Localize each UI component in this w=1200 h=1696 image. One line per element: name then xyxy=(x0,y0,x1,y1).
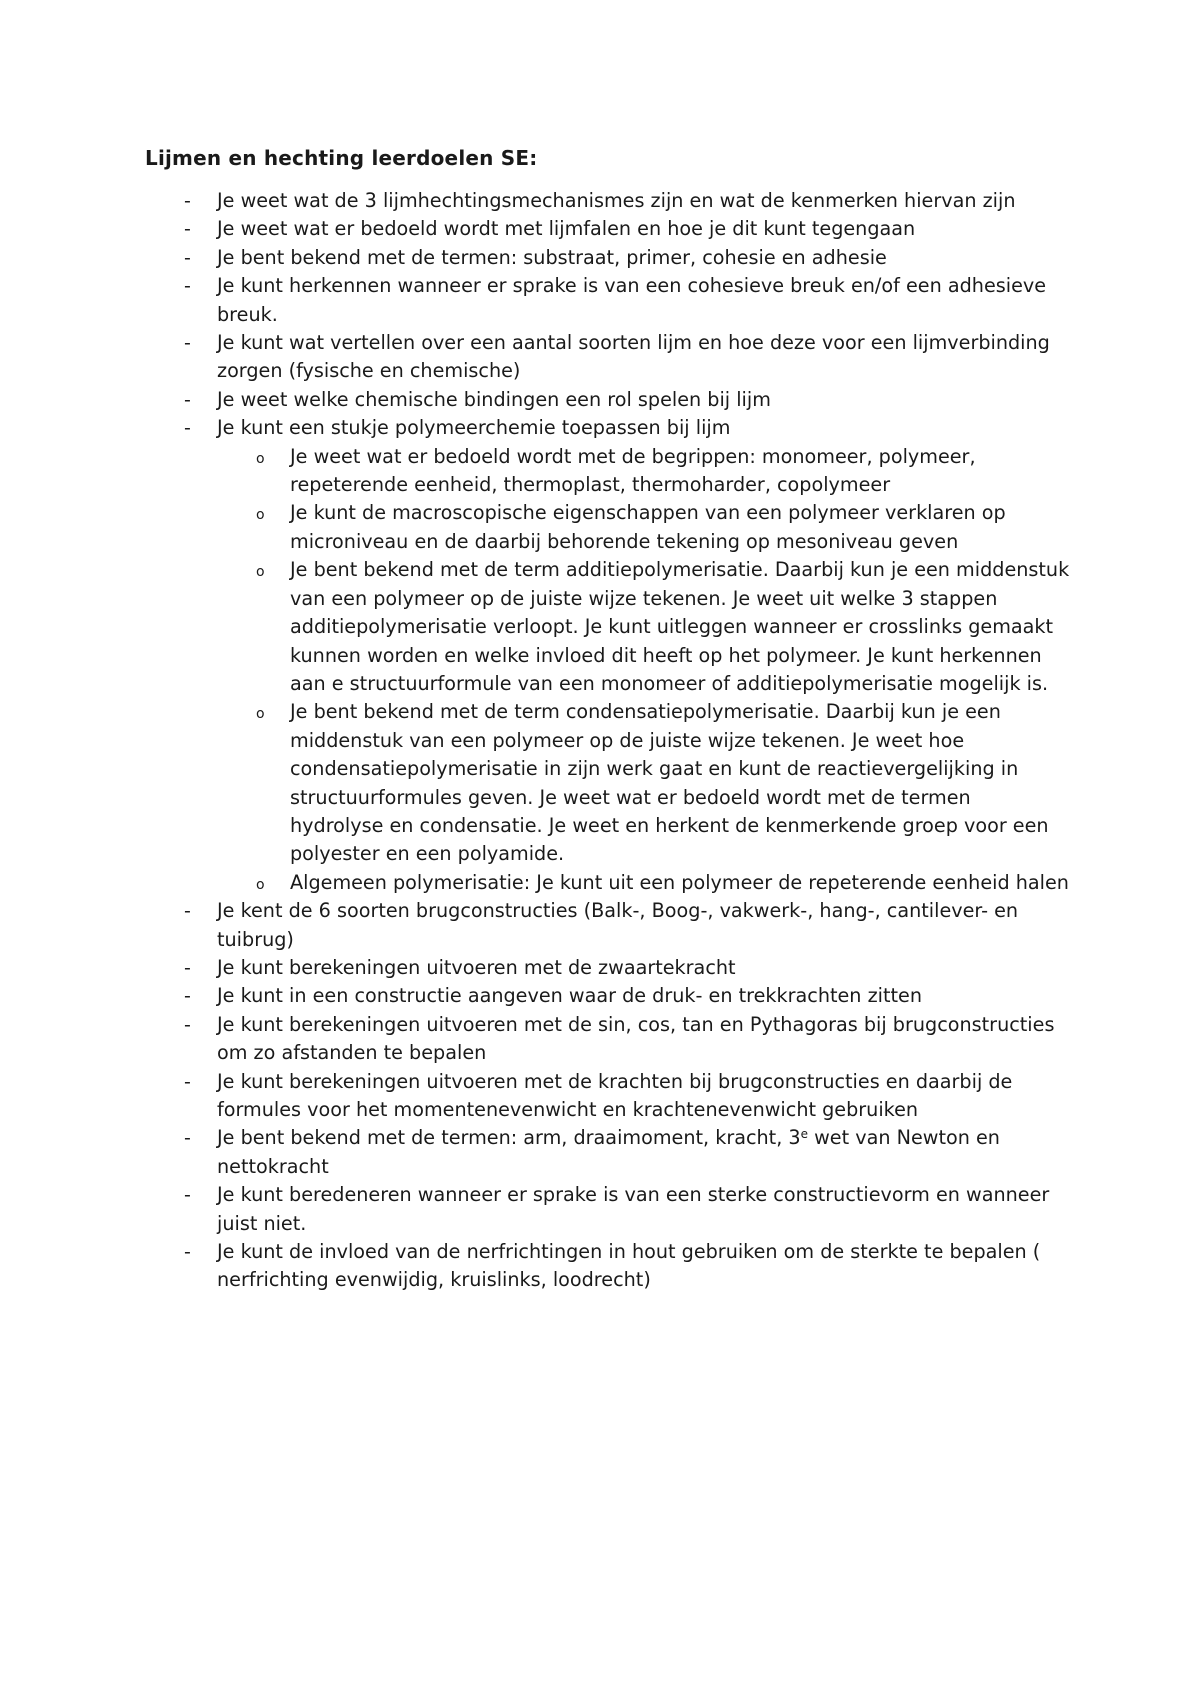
page-title: Lijmen en hechting leerdoelen SE: xyxy=(145,146,538,170)
circle-bullet: o xyxy=(256,507,265,524)
list-item-text: Je kent de 6 soorten brugconstructies (Balk-, Boog-, vakwerk-, hang-, cantilever- en tuibrug) xyxy=(217,899,1019,951)
list-item-text xyxy=(217,1124,1067,1181)
list-item-text-part: Je bent bekend met de termen: arm, draaimoment, kracht, 3 xyxy=(217,1126,801,1150)
sub-item-1 xyxy=(0,443,1070,500)
list-item-text: Je weet wat de 3 lijmhechtingsmechanismes zijn en wat de kenmerken hiervan zijn xyxy=(217,189,1016,212)
list-item-1 xyxy=(0,187,1067,215)
list-item-12 xyxy=(0,1068,1067,1125)
list-item-text: Je kunt berekeningen uitvoeren met de sin, cos, tan en Pythagoras bij brugconstructies om zo afstanden te bepalen xyxy=(217,1012,1055,1065)
list-item-7 xyxy=(0,414,1070,897)
list-item-14 xyxy=(0,1181,1067,1238)
list-item-6 xyxy=(0,386,1067,414)
list-item-text-part: wet van Newton en nettokracht xyxy=(217,1126,1000,1178)
sub-item-text: Je weet wat er bedoeld wordt met de begrippen: monomeer, polymeer, repeterende eenheid, thermoplast, thermoharder, copolymeer xyxy=(290,444,976,497)
list-item-text: Je kunt berekeningen uitvoeren met de krachten bij brugconstructies en daarbij de formules voor het momentenevenwicht en krachtenevenwicht gebruiken xyxy=(217,1069,1013,1121)
list-item-text: Je weet wat er bedoeld wordt met lijmfalen en hoe je dit kunt tegengaan xyxy=(217,217,916,241)
list-item-8 xyxy=(0,897,1067,954)
list-item-text: Je kunt de invloed van de nerfrichtingen in hout gebruiken om de sterkte te bepalen ( nerfrichting evenwijdig, kruislinks, loodrecht) xyxy=(217,1240,1041,1292)
list-item-4 xyxy=(0,272,1067,329)
sub-item-text: Je kunt de macroscopische eigenschappen van een polymeer verklaren op microniveau en de daarbij behorende tekening op mesoniveau geven xyxy=(290,501,1006,553)
sub-item-2 xyxy=(0,499,1070,556)
list-item-3 xyxy=(0,244,1067,272)
sub-item-text: Je bent bekend met de term condensatiepolymerisatie. Daarbij kun je een middenstuk van een polymeer op de juiste wijze tekenen. Je weet hoe condensatiepolymerisatie in zijn werk gaat en kunt de reactievergelijking in structuurformules geven. Je weet wat er bedoeld wordt met de termen hydrolyse en condensatie. Je weet en herkent de kenmerkende groep voor een polyester en een polyamide. xyxy=(290,700,1049,866)
ordinal-superscript: e xyxy=(800,1127,808,1142)
dash-bullet: - xyxy=(184,1127,191,1150)
circle-bullet: o xyxy=(256,876,265,893)
list-item-11 xyxy=(0,1011,1067,1068)
dash-bullet: - xyxy=(184,417,191,440)
dash-bullet: - xyxy=(184,388,191,411)
dash-bullet: - xyxy=(184,1241,191,1264)
list-item-15 xyxy=(0,1238,1067,1295)
dash-bullet: - xyxy=(184,246,191,269)
circle-bullet: o xyxy=(256,706,265,723)
dash-bullet: - xyxy=(184,900,191,923)
list-item-text: Je weet welke chemische bindingen een rol spelen bij lijm xyxy=(217,387,771,411)
dash-bullet: - xyxy=(184,332,191,355)
sub-item-4 xyxy=(0,698,1070,868)
sub-item-3 xyxy=(0,556,1070,698)
list-item-text: Je kunt beredeneren wanneer er sprake is van een sterke constructievorm en wanneer juist niet. xyxy=(217,1183,1050,1235)
circle-bullet: o xyxy=(256,564,265,581)
sub-item-text: Algemeen polymerisatie: Je kunt uit een polymeer de repeterende eenheid halen xyxy=(290,870,1069,894)
list-item-9 xyxy=(0,954,1067,982)
list-item-10 xyxy=(0,982,1067,1010)
list-item-5 xyxy=(0,329,1067,386)
list-item-text: Je kunt herkennen wanneer er sprake is van een cohesieve breuk en/of een adhesieve breuk. xyxy=(217,274,1047,326)
polymer-chemistry-sublist xyxy=(217,443,1070,898)
dash-bullet: - xyxy=(184,190,191,212)
dash-bullet: - xyxy=(184,218,191,241)
list-item-text: Je bent bekend met de termen: substraat, primer, cohesie en adhesie xyxy=(217,245,887,269)
list-item-text: Je kunt berekeningen uitvoeren met de zwaartekracht xyxy=(217,955,736,979)
dash-bullet: - xyxy=(184,1070,191,1093)
circle-bullet: o xyxy=(256,450,265,467)
list-item-2 xyxy=(0,215,1067,243)
dash-bullet: - xyxy=(184,275,191,298)
list-item-text: Je kunt wat vertellen over een aantal soorten lijm en hoe deze voor een lijmverbinding zorgen (fysische en chemische) xyxy=(217,331,1050,383)
sub-item-5 xyxy=(0,869,1070,897)
dash-bullet: - xyxy=(184,985,191,1008)
sub-item-text: Je bent bekend met de term additiepolymerisatie. Daarbij kun je een middenstuk van een polymeer op de juiste wijze tekenen. Je weet uit welke 3 stappen additiepolymerisatie verloopt. Je kunt uitleggen wanneer er crosslinks gemaakt kunnen worden en welke invloed dit heeft op het polymeer. Je kunt herkennen aan e structuurformule van een monomeer of additiepolymerisatie mogelijk is. xyxy=(290,558,1070,695)
learning-goals-list xyxy=(0,187,1200,1295)
dash-bullet: - xyxy=(184,1013,191,1036)
dash-bullet: - xyxy=(184,956,191,979)
list-item-text: Je kunt in een constructie aangeven waar de druk- en trekkrachten zitten xyxy=(217,984,922,1008)
dash-bullet: - xyxy=(184,1184,191,1207)
list-item-text: Je kunt een stukje polymeerchemie toepassen bij lijm xyxy=(217,416,731,440)
list-item-13 xyxy=(0,1124,1067,1181)
